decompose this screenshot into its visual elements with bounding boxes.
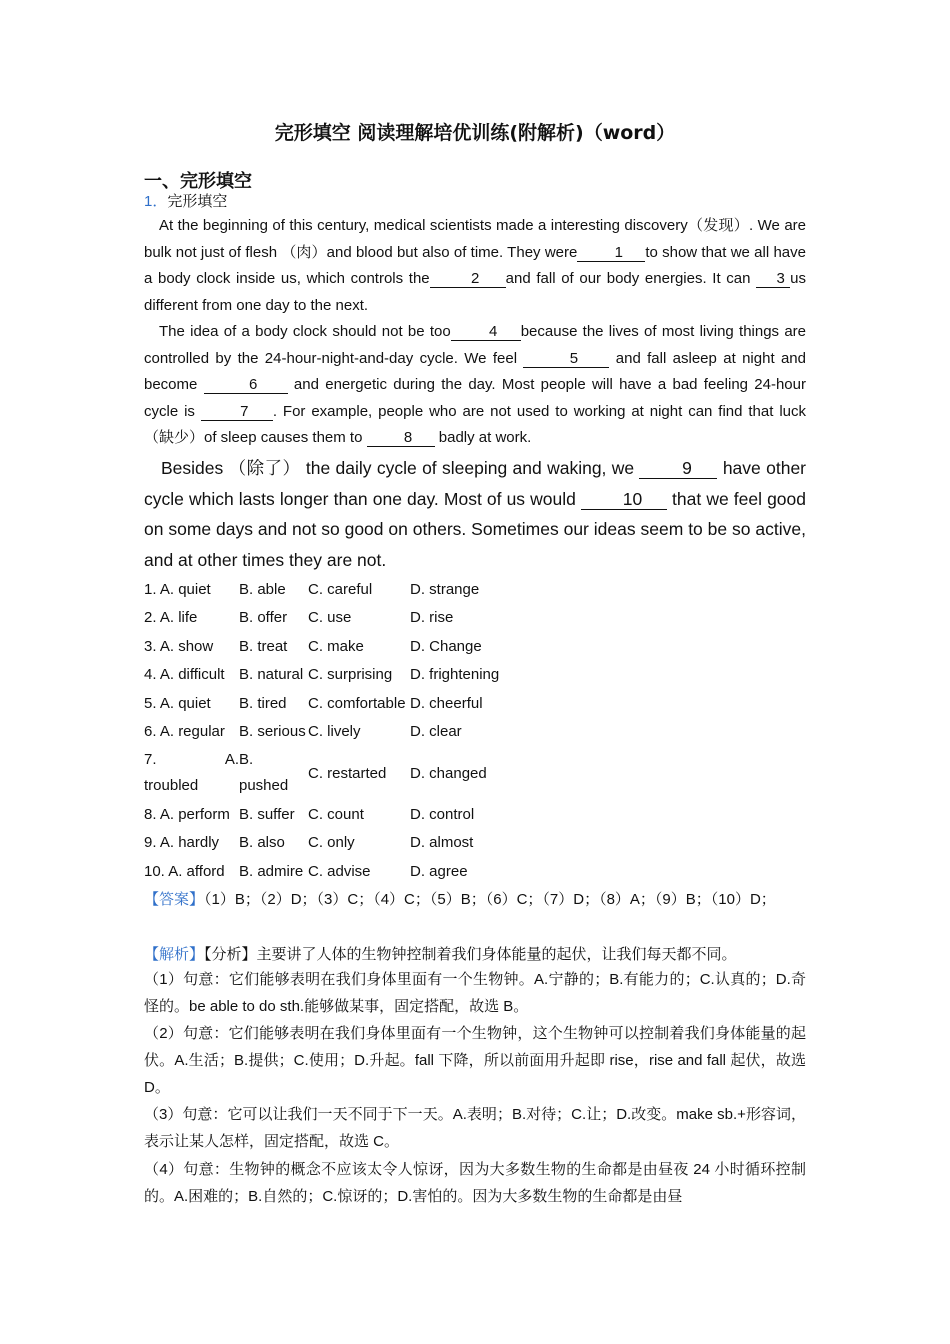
passage-text: us different from one day to the next.	[144, 270, 806, 314]
passage-paragraph-3	[144, 453, 806, 575]
option-row	[144, 661, 530, 690]
option-c: C. count	[308, 805, 364, 823]
option-d: D. almost	[410, 834, 474, 852]
option-b: B. natural	[239, 666, 304, 684]
option-c: C. only	[308, 834, 355, 852]
option-d: D. Change	[410, 637, 482, 655]
blank-5: 5	[523, 351, 609, 368]
option-b: B. suffer	[239, 805, 295, 823]
option-b	[239, 746, 308, 800]
passage-text: because the lives of most living things are controlled by the 24-hour-night-and-day cycle. We feel	[144, 323, 806, 367]
passage-text: Besides （除了） the daily cycle of sleeping and waking, we	[161, 458, 640, 478]
question-number: 1．	[144, 193, 168, 210]
blank-4: 4	[451, 324, 521, 341]
option-d: D. strange	[410, 580, 480, 598]
analysis-intro	[144, 941, 806, 968]
answer-block	[144, 887, 806, 914]
option-c: C. careful	[308, 580, 373, 598]
analysis-item-2: （2）句意：它们能够表明在我们身体里面有一个生物钟，这个生物钟可以控制着我们身体能量的起伏。A.生活；B.提供；C.使用；D.升起。fall 下降，所以前面用升起即 rise，rise and fall 起伏，故选 D。	[144, 1025, 806, 1096]
passage-text: and fall asleep at night and become	[144, 349, 806, 393]
option-b: B. treat	[239, 637, 288, 655]
passage-text: The idea of a body clock should not be too	[159, 323, 451, 340]
analysis-summary: 【分析】主要讲了人体的生物钟控制着我们身体能量的起伏，让我们每天都不同。	[204, 946, 737, 963]
option-d: D. frightening	[410, 666, 500, 684]
passage-text: . For example, people who are not used to working at night can find that luck（缺少）of sleep causes them to	[144, 402, 806, 446]
blank-7: 7	[201, 404, 273, 421]
option-row	[144, 575, 530, 604]
blank-9: 9	[639, 459, 717, 479]
blank-3: 3	[756, 271, 790, 288]
option-row	[144, 689, 530, 718]
options-table	[144, 575, 530, 886]
option-row	[144, 746, 530, 800]
passage-text: have other cycle which lasts longer than one day. Most of us would	[144, 458, 807, 509]
option-row	[144, 718, 530, 747]
option-c: C. make	[308, 637, 364, 655]
option-row	[144, 800, 530, 829]
option-a: 10. A. afford	[144, 862, 225, 880]
passage-text: to show that we all have a body clock inside us, which controls the	[144, 243, 806, 287]
option-d: D. rise	[410, 609, 454, 627]
blank-8: 8	[367, 430, 435, 447]
option-a: 9. A. hardly	[144, 834, 220, 852]
option-a: 1. A. quiet	[144, 580, 211, 598]
option-d: D. clear	[410, 723, 462, 741]
option-b-text: pushed	[239, 777, 289, 794]
option-b: B. admire	[239, 862, 304, 880]
option-letter: B.	[239, 751, 254, 768]
analysis-item-3: （3）句意：它可以让我们一天不同于下一天。A.表明；B.对待；C.让；D.改变。make sb.+形容词，表示让某人怎样，固定搭配，故选 C。	[144, 1106, 806, 1150]
option-d: D. agree	[410, 862, 468, 880]
passage-text: that we feel good on some days and not so good on others. Sometimes our ideas seem to be so active, and at other times they are not.	[144, 488, 807, 570]
option-c: C. restarted	[308, 764, 387, 782]
option-a: 4. A. difficult	[144, 666, 225, 684]
passage-paragraph-2	[144, 319, 806, 452]
option-b: B. able	[239, 580, 286, 598]
option-a: 8. A. perform	[144, 805, 230, 823]
option-row	[144, 632, 530, 661]
passage-paragraph-1	[144, 213, 806, 319]
option-c: C. use	[308, 609, 352, 627]
analysis-item-1: （1）句意：它们能够表明在我们身体里面有一个生物钟。A.宁静的；B.有能力的；C.认真的；D.奇怪的。be able to do sth.能够做某事，固定搭配，故选 B。	[144, 971, 806, 1015]
passage-text: and fall of our body energies. It can	[505, 270, 757, 287]
option-d: D. control	[410, 805, 475, 823]
option-a: 3. A. show	[144, 637, 214, 655]
option-b: B. serious	[239, 723, 306, 741]
option-a-text: troubled	[144, 777, 199, 794]
option-c: C. surprising	[308, 666, 393, 684]
option-a: 5. A. quiet	[144, 694, 211, 712]
option-row	[144, 829, 530, 858]
section-heading: 一、完形填空	[144, 171, 252, 192]
option-row	[144, 857, 530, 886]
blank-6: 6	[204, 377, 288, 394]
passage-text: badly at work.	[434, 429, 532, 446]
analysis-tag: 【解析】	[144, 946, 205, 963]
option-c: C. advise	[308, 862, 371, 880]
analysis-item-4: （4）句意：生物钟的概念不应该太令人惊讶，因为大多数生物的生命都是由昼夜 24 小时循环控制的。A.困难的；B.自然的；C.惊讶的；D.害怕的。因为大多数生物的生命都是由昼	[144, 1161, 806, 1205]
option-b: B. also	[239, 834, 285, 852]
option-b: B. offer	[239, 609, 288, 627]
passage-text: At the beginning of this century, medical scientists made a interesting discovery（发现）. We are bulk not just of flesh （肉）and blood but also of time. They were	[144, 217, 806, 261]
page-title: 完形填空 阅读理解培优训练(附解析)（word）	[274, 122, 676, 144]
blank-2: 2	[430, 271, 506, 288]
blank-10: 10	[581, 490, 667, 510]
option-d: D. changed	[410, 764, 487, 782]
option-a: 6. A. regular	[144, 723, 225, 741]
option-a: 2. A. life	[144, 609, 198, 627]
option-a	[144, 746, 239, 800]
passage-text: and energetic during the day. Most people will have a bad feeling 24-hour cycle is	[144, 376, 806, 420]
option-a-label	[144, 747, 239, 773]
answer-tag: 【答案】	[144, 891, 205, 908]
option-d: D. cheerful	[410, 694, 483, 712]
option-letter: A.	[224, 751, 239, 768]
option-c: C. lively	[308, 723, 361, 741]
blank-1: 1	[577, 245, 645, 262]
answer-text: （1）B；（2）D；（3）C；（4）C；（5）B；（6）C；（7）D；（8）A；（9）B；（10）D；	[204, 891, 776, 908]
question-type: 完形填空	[167, 193, 228, 210]
option-number: 7.	[144, 751, 157, 768]
option-c: C. comfortable	[308, 694, 406, 712]
option-row	[144, 604, 530, 633]
question-header	[144, 190, 227, 211]
option-b: B. tired	[239, 694, 287, 712]
